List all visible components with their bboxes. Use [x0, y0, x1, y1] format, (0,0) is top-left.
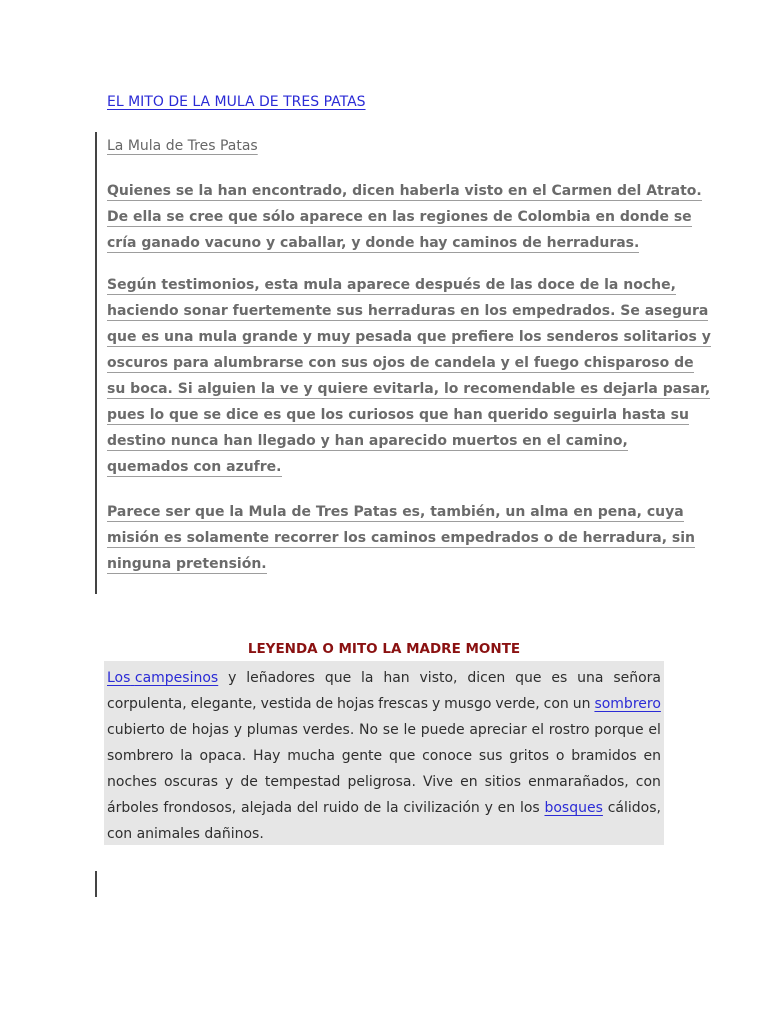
paragraph-3 — [107, 499, 695, 577]
text-line: sombrero la opaca. Hay mucha gente que conoce sus gritos o bramidos en — [107, 748, 661, 764]
paragraph-1 — [107, 178, 702, 256]
text-line: árboles frondosos, alejada del ruido de la civilización y en los bosques cálidos, — [107, 795, 661, 821]
text-line: Los campesinos y leñadores que la han visto, dicen que es una señora — [107, 665, 661, 691]
text-line: noches oscuras y de tempestad peligrosa. Vive en sitios enmarañados, con — [107, 774, 661, 790]
text-line: cría ganado vacuno y caballar, y donde hay caminos de herraduras. — [107, 235, 640, 251]
madre-monte-paragraph — [107, 665, 661, 847]
text-line: Parece ser que la Mula de Tres Patas es, también, un alma en pena, cuya — [107, 504, 684, 520]
text-line: oscuros para alumbrarse con sus ojos de candela y el fuego chisparoso de — [107, 355, 694, 371]
text-line: su boca. Si alguien la ve y quiere evitarla, lo recomendable es dejarla pasar, — [107, 381, 711, 397]
text-line: cubierto de hojas y plumas verdes. No se le puede apreciar el rostro porque el — [107, 722, 661, 738]
text-line: corpulenta, elegante, vestida de hojas frescas y musgo verde, con un sombrero — [107, 691, 661, 717]
text-line: destino nunca han llegado y han aparecido muertos en el camino, — [107, 433, 628, 449]
text-line: pues lo que se dice es que los curiosos que han querido seguirla hasta su — [107, 407, 689, 423]
subtitle: La Mula de Tres Patas — [107, 138, 258, 154]
text-line: con animales dañinos. — [107, 826, 264, 842]
text-line: que es una mula grande y muy pesada que prefiere los senderos solitarios y — [107, 329, 711, 345]
text-line: misión es solamente recorrer los caminos empedrados o de herradura, sin — [107, 530, 695, 546]
text-line: De ella se cree que sólo aparece en las regiones de Colombia en donde se — [107, 209, 692, 225]
text-line: Quienes se la han encontrado, dicen haberla visto en el Carmen del Atrato. — [107, 183, 702, 199]
sombrero-link[interactable]: sombrero — [594, 696, 661, 712]
section-heading: LEYENDA O MITO LA MADRE MONTE — [247, 641, 521, 657]
title-link[interactable]: EL MITO DE LA MULA DE TRES PATAS — [107, 94, 366, 110]
text-cursor — [95, 871, 97, 897]
text-line: haciendo sonar fuertemente sus herraduras en los empedrados. Se asegura — [107, 303, 709, 319]
campesinos-link[interactable]: Los campesinos — [107, 670, 219, 686]
paragraph-2 — [107, 272, 711, 480]
bosques-link[interactable]: bosques — [544, 800, 603, 816]
text-line: ninguna pretensión. — [107, 556, 267, 572]
text-line: Según testimonios, esta mula aparece después de las doce de la noche, — [107, 277, 676, 293]
text-line: quemados con azufre. — [107, 459, 282, 475]
change-bar — [95, 132, 97, 594]
